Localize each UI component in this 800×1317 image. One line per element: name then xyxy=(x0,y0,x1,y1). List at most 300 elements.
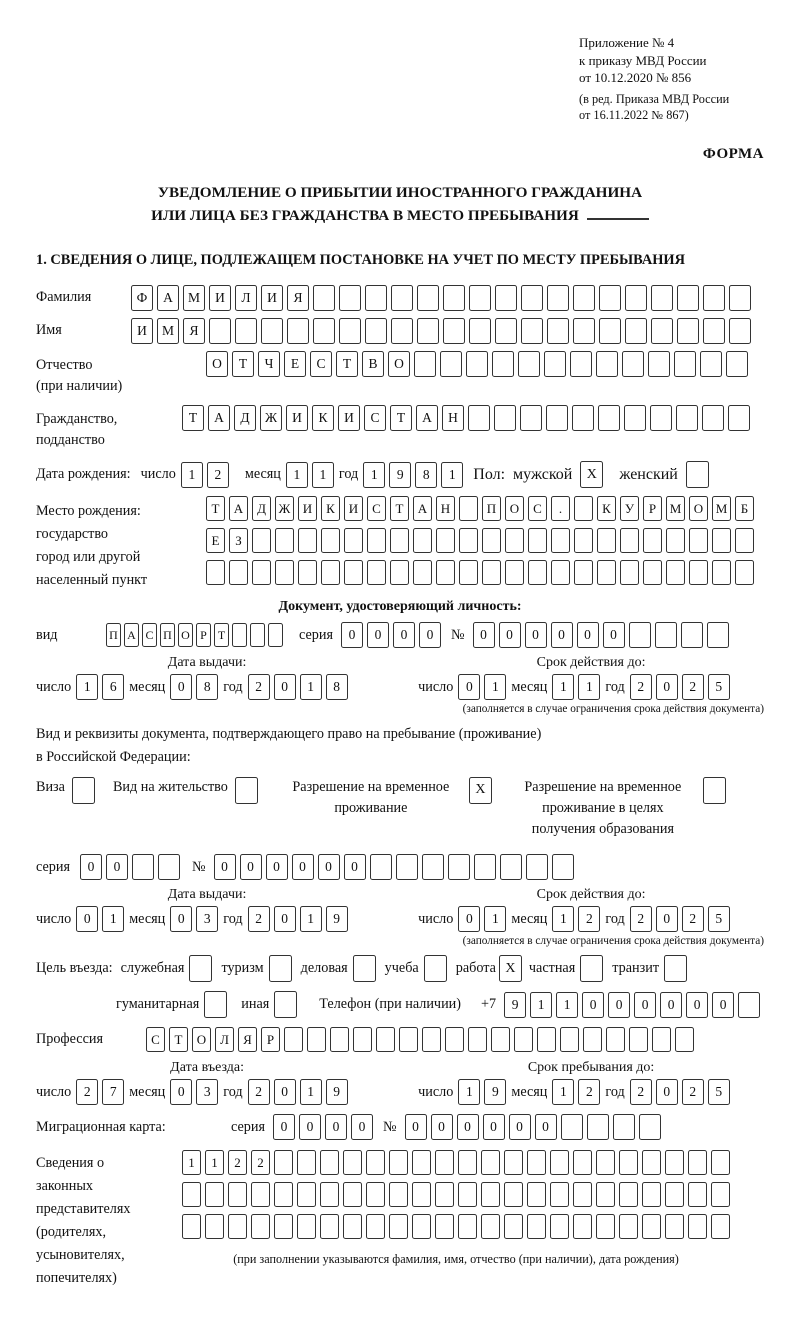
char-box[interactable]: 0 xyxy=(473,622,495,648)
char-box[interactable] xyxy=(370,854,392,880)
char-box[interactable]: 9 xyxy=(504,992,526,1018)
char-box[interactable]: 1 xyxy=(441,462,463,488)
char-box[interactable] xyxy=(330,1027,349,1052)
char-box[interactable] xyxy=(551,560,570,585)
char-box[interactable] xyxy=(574,496,593,521)
char-box[interactable]: Т xyxy=(336,351,358,377)
char-box[interactable]: Е xyxy=(206,528,225,553)
char-box[interactable] xyxy=(297,1182,316,1207)
char-box[interactable] xyxy=(639,1114,661,1140)
char-box[interactable]: 2 xyxy=(630,906,652,932)
purpose-other-checkbox[interactable] xyxy=(274,991,297,1018)
char-box[interactable] xyxy=(665,1182,684,1207)
char-box[interactable] xyxy=(495,318,517,344)
char-box[interactable] xyxy=(599,285,621,311)
char-box[interactable]: 1 xyxy=(556,992,578,1018)
char-box[interactable] xyxy=(252,560,271,585)
char-box[interactable] xyxy=(622,351,644,377)
char-box[interactable]: И xyxy=(298,496,317,521)
char-box[interactable] xyxy=(711,1182,730,1207)
char-box[interactable]: Р xyxy=(261,1027,280,1052)
char-box[interactable]: И xyxy=(261,285,283,311)
char-box[interactable]: Т xyxy=(232,351,254,377)
char-box[interactable] xyxy=(528,560,547,585)
char-box[interactable]: 0 xyxy=(170,1079,192,1105)
char-box[interactable]: М xyxy=(157,318,179,344)
char-box[interactable] xyxy=(468,1027,487,1052)
char-box[interactable] xyxy=(674,351,696,377)
char-box[interactable]: К xyxy=(597,496,616,521)
char-box[interactable]: Б xyxy=(735,496,754,521)
char-box[interactable]: 0 xyxy=(274,1079,296,1105)
char-box[interactable] xyxy=(573,1214,592,1239)
char-box[interactable]: 0 xyxy=(351,1114,373,1140)
char-box[interactable]: 9 xyxy=(326,906,348,932)
char-box[interactable]: 0 xyxy=(431,1114,453,1140)
char-box[interactable] xyxy=(711,1214,730,1239)
char-box[interactable] xyxy=(413,528,432,553)
char-box[interactable]: М xyxy=(183,285,205,311)
char-box[interactable] xyxy=(642,1182,661,1207)
char-box[interactable]: Т xyxy=(390,405,412,431)
char-box[interactable] xyxy=(550,1182,569,1207)
char-box[interactable] xyxy=(365,285,387,311)
char-box[interactable]: 0 xyxy=(299,1114,321,1140)
char-box[interactable] xyxy=(481,1182,500,1207)
char-box[interactable] xyxy=(307,1027,326,1052)
char-box[interactable]: А xyxy=(208,405,230,431)
char-box[interactable]: 0 xyxy=(419,622,441,648)
char-box[interactable] xyxy=(389,1182,408,1207)
char-box[interactable]: Д xyxy=(234,405,256,431)
char-box[interactable]: Я xyxy=(183,318,205,344)
char-box[interactable]: 0 xyxy=(273,1114,295,1140)
char-box[interactable]: 0 xyxy=(274,674,296,700)
char-box[interactable] xyxy=(587,1114,609,1140)
char-box[interactable] xyxy=(344,560,363,585)
char-box[interactable] xyxy=(619,1182,638,1207)
char-box[interactable] xyxy=(232,623,247,647)
char-box[interactable]: 1 xyxy=(484,906,506,932)
char-box[interactable]: 0 xyxy=(367,622,389,648)
char-box[interactable] xyxy=(527,1214,546,1239)
char-box[interactable]: 2 xyxy=(76,1079,98,1105)
char-box[interactable] xyxy=(688,1182,707,1207)
char-box[interactable] xyxy=(625,285,647,311)
char-box[interactable]: Т xyxy=(206,496,225,521)
char-box[interactable] xyxy=(666,560,685,585)
char-box[interactable] xyxy=(284,1027,303,1052)
char-box[interactable] xyxy=(417,285,439,311)
char-box[interactable]: 1 xyxy=(181,462,203,488)
char-box[interactable] xyxy=(343,1182,362,1207)
sex-female-checkbox[interactable] xyxy=(686,461,709,488)
char-box[interactable]: Н xyxy=(436,496,455,521)
char-box[interactable] xyxy=(339,285,361,311)
char-box[interactable] xyxy=(544,351,566,377)
purpose-transit-checkbox[interactable] xyxy=(664,955,687,982)
char-box[interactable]: 1 xyxy=(552,674,574,700)
char-box[interactable] xyxy=(613,1114,635,1140)
char-box[interactable] xyxy=(474,854,496,880)
char-box[interactable]: 0 xyxy=(656,674,678,700)
char-box[interactable]: 0 xyxy=(686,992,708,1018)
char-box[interactable] xyxy=(367,528,386,553)
sex-male-checkbox[interactable]: X xyxy=(580,461,603,488)
char-box[interactable]: 1 xyxy=(76,674,98,700)
char-box[interactable]: Л xyxy=(235,285,257,311)
purpose-humanitarian-checkbox[interactable] xyxy=(204,991,227,1018)
char-box[interactable] xyxy=(182,1182,201,1207)
char-box[interactable]: 5 xyxy=(708,674,730,700)
char-box[interactable]: С xyxy=(528,496,547,521)
char-box[interactable] xyxy=(469,285,491,311)
char-box[interactable]: 2 xyxy=(578,1079,600,1105)
char-box[interactable] xyxy=(414,351,436,377)
char-box[interactable]: И xyxy=(131,318,153,344)
char-box[interactable] xyxy=(738,992,760,1018)
char-box[interactable] xyxy=(551,528,570,553)
char-box[interactable] xyxy=(712,560,731,585)
char-box[interactable]: 1 xyxy=(300,1079,322,1105)
char-box[interactable] xyxy=(652,1027,671,1052)
char-box[interactable]: 0 xyxy=(499,622,521,648)
char-box[interactable] xyxy=(570,351,592,377)
option-temp-residence-education-checkbox[interactable] xyxy=(703,777,726,804)
char-box[interactable] xyxy=(445,1027,464,1052)
char-box[interactable] xyxy=(712,528,731,553)
char-box[interactable] xyxy=(643,528,662,553)
char-box[interactable] xyxy=(298,560,317,585)
char-box[interactable] xyxy=(412,1214,431,1239)
char-box[interactable] xyxy=(527,1182,546,1207)
char-box[interactable] xyxy=(573,318,595,344)
char-box[interactable]: 0 xyxy=(341,622,363,648)
char-box[interactable]: А xyxy=(229,496,248,521)
char-box[interactable]: Л xyxy=(215,1027,234,1052)
purpose-private-checkbox[interactable] xyxy=(580,955,603,982)
char-box[interactable]: 7 xyxy=(102,1079,124,1105)
char-box[interactable]: 0 xyxy=(535,1114,557,1140)
char-box[interactable] xyxy=(466,351,488,377)
char-box[interactable] xyxy=(521,285,543,311)
char-box[interactable]: 0 xyxy=(80,854,102,880)
char-box[interactable]: 1 xyxy=(300,906,322,932)
char-box[interactable] xyxy=(666,528,685,553)
char-box[interactable]: 1 xyxy=(312,462,334,488)
char-box[interactable] xyxy=(251,1182,270,1207)
char-box[interactable] xyxy=(689,560,708,585)
char-box[interactable]: Р xyxy=(643,496,662,521)
char-box[interactable] xyxy=(521,318,543,344)
char-box[interactable]: 0 xyxy=(405,1114,427,1140)
char-box[interactable]: 0 xyxy=(274,906,296,932)
char-box[interactable] xyxy=(677,318,699,344)
char-box[interactable] xyxy=(596,351,618,377)
char-box[interactable] xyxy=(574,560,593,585)
char-box[interactable]: С xyxy=(310,351,332,377)
char-box[interactable]: 0 xyxy=(318,854,340,880)
char-box[interactable] xyxy=(287,318,309,344)
char-box[interactable] xyxy=(365,318,387,344)
char-box[interactable]: 1 xyxy=(102,906,124,932)
char-box[interactable] xyxy=(320,1214,339,1239)
char-box[interactable]: И xyxy=(209,285,231,311)
char-box[interactable]: Т xyxy=(390,496,409,521)
char-box[interactable] xyxy=(468,405,490,431)
purpose-study-checkbox[interactable] xyxy=(424,955,447,982)
char-box[interactable]: 0 xyxy=(577,622,599,648)
char-box[interactable] xyxy=(518,351,540,377)
char-box[interactable] xyxy=(665,1214,684,1239)
char-box[interactable] xyxy=(158,854,180,880)
char-box[interactable]: С xyxy=(364,405,386,431)
char-box[interactable] xyxy=(620,560,639,585)
char-box[interactable] xyxy=(643,560,662,585)
char-box[interactable] xyxy=(206,560,225,585)
char-box[interactable] xyxy=(344,528,363,553)
char-box[interactable]: 1 xyxy=(484,674,506,700)
char-box[interactable] xyxy=(572,405,594,431)
option-residence-permit-checkbox[interactable] xyxy=(235,777,258,804)
char-box[interactable] xyxy=(726,351,748,377)
char-box[interactable]: С xyxy=(146,1027,165,1052)
char-box[interactable]: Т xyxy=(169,1027,188,1052)
char-box[interactable] xyxy=(399,1027,418,1052)
char-box[interactable] xyxy=(703,318,725,344)
char-box[interactable] xyxy=(597,560,616,585)
char-box[interactable] xyxy=(677,285,699,311)
char-box[interactable] xyxy=(469,318,491,344)
char-box[interactable] xyxy=(481,1214,500,1239)
char-box[interactable]: 0 xyxy=(458,906,480,932)
char-box[interactable] xyxy=(458,1214,477,1239)
char-box[interactable] xyxy=(598,405,620,431)
char-box[interactable] xyxy=(596,1182,615,1207)
purpose-official-checkbox[interactable] xyxy=(189,955,212,982)
char-box[interactable] xyxy=(228,1214,247,1239)
char-box[interactable]: П xyxy=(106,623,121,647)
char-box[interactable]: М xyxy=(712,496,731,521)
char-box[interactable]: 0 xyxy=(551,622,573,648)
char-box[interactable]: О xyxy=(178,623,193,647)
char-box[interactable] xyxy=(182,1214,201,1239)
char-box[interactable] xyxy=(624,405,646,431)
char-box[interactable]: 1 xyxy=(205,1150,224,1175)
char-box[interactable]: К xyxy=(321,496,340,521)
char-box[interactable]: 0 xyxy=(483,1114,505,1140)
char-box[interactable] xyxy=(209,318,231,344)
char-box[interactable]: Е xyxy=(284,351,306,377)
char-box[interactable]: П xyxy=(160,623,175,647)
char-box[interactable]: 0 xyxy=(170,906,192,932)
char-box[interactable] xyxy=(313,318,335,344)
char-box[interactable] xyxy=(321,560,340,585)
char-box[interactable] xyxy=(435,1182,454,1207)
char-box[interactable]: 5 xyxy=(708,1079,730,1105)
char-box[interactable] xyxy=(689,528,708,553)
char-box[interactable]: 2 xyxy=(682,674,704,700)
char-box[interactable]: 0 xyxy=(344,854,366,880)
char-box[interactable] xyxy=(298,528,317,553)
char-box[interactable] xyxy=(321,528,340,553)
char-box[interactable]: О xyxy=(689,496,708,521)
char-box[interactable] xyxy=(573,1182,592,1207)
char-box[interactable]: 0 xyxy=(608,992,630,1018)
char-box[interactable] xyxy=(676,405,698,431)
char-box[interactable] xyxy=(422,1027,441,1052)
char-box[interactable] xyxy=(448,854,470,880)
char-box[interactable]: 3 xyxy=(196,1079,218,1105)
char-box[interactable]: 1 xyxy=(286,462,308,488)
char-box[interactable] xyxy=(132,854,154,880)
char-box[interactable]: 0 xyxy=(106,854,128,880)
char-box[interactable]: 0 xyxy=(457,1114,479,1140)
char-box[interactable]: 0 xyxy=(266,854,288,880)
char-box[interactable] xyxy=(250,623,265,647)
char-box[interactable] xyxy=(505,528,524,553)
char-box[interactable]: 2 xyxy=(251,1150,270,1175)
char-box[interactable]: А xyxy=(416,405,438,431)
char-box[interactable]: 2 xyxy=(578,906,600,932)
char-box[interactable]: О xyxy=(388,351,410,377)
char-box[interactable]: 2 xyxy=(228,1150,247,1175)
char-box[interactable]: Я xyxy=(238,1027,257,1052)
purpose-business-checkbox[interactable] xyxy=(353,955,376,982)
char-box[interactable]: 2 xyxy=(248,1079,270,1105)
char-box[interactable] xyxy=(389,1214,408,1239)
char-box[interactable] xyxy=(435,1214,454,1239)
char-box[interactable] xyxy=(235,318,257,344)
char-box[interactable]: О xyxy=(206,351,228,377)
char-box[interactable] xyxy=(574,528,593,553)
char-box[interactable]: 1 xyxy=(458,1079,480,1105)
char-box[interactable]: 9 xyxy=(389,462,411,488)
char-box[interactable] xyxy=(458,1182,477,1207)
char-box[interactable] xyxy=(366,1214,385,1239)
char-box[interactable]: 2 xyxy=(630,1079,652,1105)
char-box[interactable] xyxy=(550,1214,569,1239)
char-box[interactable] xyxy=(573,285,595,311)
char-box[interactable] xyxy=(391,318,413,344)
char-box[interactable] xyxy=(729,285,751,311)
char-box[interactable]: Ж xyxy=(260,405,282,431)
char-box[interactable]: 0 xyxy=(76,906,98,932)
char-box[interactable] xyxy=(492,351,514,377)
char-box[interactable]: 0 xyxy=(660,992,682,1018)
char-box[interactable] xyxy=(491,1027,510,1052)
char-box[interactable]: А xyxy=(157,285,179,311)
char-box[interactable]: А xyxy=(413,496,432,521)
char-box[interactable]: 0 xyxy=(458,674,480,700)
char-box[interactable]: 6 xyxy=(102,674,124,700)
char-box[interactable] xyxy=(412,1182,431,1207)
char-box[interactable]: 8 xyxy=(415,462,437,488)
char-box[interactable] xyxy=(440,351,462,377)
char-box[interactable] xyxy=(702,405,724,431)
char-box[interactable]: 9 xyxy=(326,1079,348,1105)
char-box[interactable]: 0 xyxy=(325,1114,347,1140)
option-temp-residence-checkbox[interactable]: X xyxy=(469,777,492,804)
char-box[interactable]: 3 xyxy=(196,906,218,932)
char-box[interactable] xyxy=(436,528,455,553)
char-box[interactable] xyxy=(675,1027,694,1052)
char-box[interactable] xyxy=(514,1027,533,1052)
char-box[interactable]: 0 xyxy=(525,622,547,648)
char-box[interactable]: 0 xyxy=(393,622,415,648)
char-box[interactable] xyxy=(547,318,569,344)
char-box[interactable] xyxy=(313,285,335,311)
char-box[interactable] xyxy=(700,351,722,377)
char-box[interactable] xyxy=(268,623,283,647)
char-box[interactable]: П xyxy=(482,496,501,521)
char-box[interactable] xyxy=(495,285,517,311)
char-box[interactable] xyxy=(459,560,478,585)
char-box[interactable]: 9 xyxy=(484,1079,506,1105)
char-box[interactable]: М xyxy=(666,496,685,521)
char-box[interactable] xyxy=(629,622,651,648)
char-box[interactable]: И xyxy=(344,496,363,521)
char-box[interactable] xyxy=(390,528,409,553)
char-box[interactable]: 2 xyxy=(207,462,229,488)
char-box[interactable] xyxy=(482,560,501,585)
char-box[interactable]: Н xyxy=(442,405,464,431)
char-box[interactable] xyxy=(651,318,673,344)
char-box[interactable] xyxy=(729,318,751,344)
char-box[interactable] xyxy=(367,560,386,585)
char-box[interactable]: 8 xyxy=(196,674,218,700)
char-box[interactable]: Ж xyxy=(275,496,294,521)
char-box[interactable] xyxy=(494,405,516,431)
char-box[interactable] xyxy=(275,560,294,585)
char-box[interactable] xyxy=(547,285,569,311)
char-box[interactable]: 1 xyxy=(363,462,385,488)
char-box[interactable]: 0 xyxy=(634,992,656,1018)
char-box[interactable]: 2 xyxy=(630,674,652,700)
char-box[interactable] xyxy=(648,351,670,377)
char-box[interactable]: 5 xyxy=(708,906,730,932)
char-box[interactable] xyxy=(343,1214,362,1239)
char-box[interactable]: 0 xyxy=(656,1079,678,1105)
char-box[interactable]: З xyxy=(229,528,248,553)
char-box[interactable] xyxy=(583,1027,602,1052)
char-box[interactable]: 2 xyxy=(248,906,270,932)
char-box[interactable]: Т xyxy=(182,405,204,431)
char-box[interactable]: 0 xyxy=(582,992,604,1018)
char-box[interactable] xyxy=(735,528,754,553)
char-box[interactable]: 0 xyxy=(170,674,192,700)
char-box[interactable]: 2 xyxy=(682,906,704,932)
char-box[interactable]: . xyxy=(551,496,570,521)
char-box[interactable]: 1 xyxy=(530,992,552,1018)
char-box[interactable] xyxy=(681,622,703,648)
char-box[interactable]: У xyxy=(620,496,639,521)
char-box[interactable]: 2 xyxy=(682,1079,704,1105)
char-box[interactable]: О xyxy=(192,1027,211,1052)
char-box[interactable] xyxy=(500,854,522,880)
char-box[interactable] xyxy=(251,1214,270,1239)
char-box[interactable]: 0 xyxy=(240,854,262,880)
char-box[interactable] xyxy=(376,1027,395,1052)
char-box[interactable]: Р xyxy=(196,623,211,647)
char-box[interactable]: 0 xyxy=(509,1114,531,1140)
char-box[interactable] xyxy=(606,1027,625,1052)
char-box[interactable] xyxy=(546,405,568,431)
char-box[interactable] xyxy=(228,1182,247,1207)
char-box[interactable] xyxy=(436,560,455,585)
char-box[interactable] xyxy=(707,622,729,648)
char-box[interactable] xyxy=(688,1214,707,1239)
